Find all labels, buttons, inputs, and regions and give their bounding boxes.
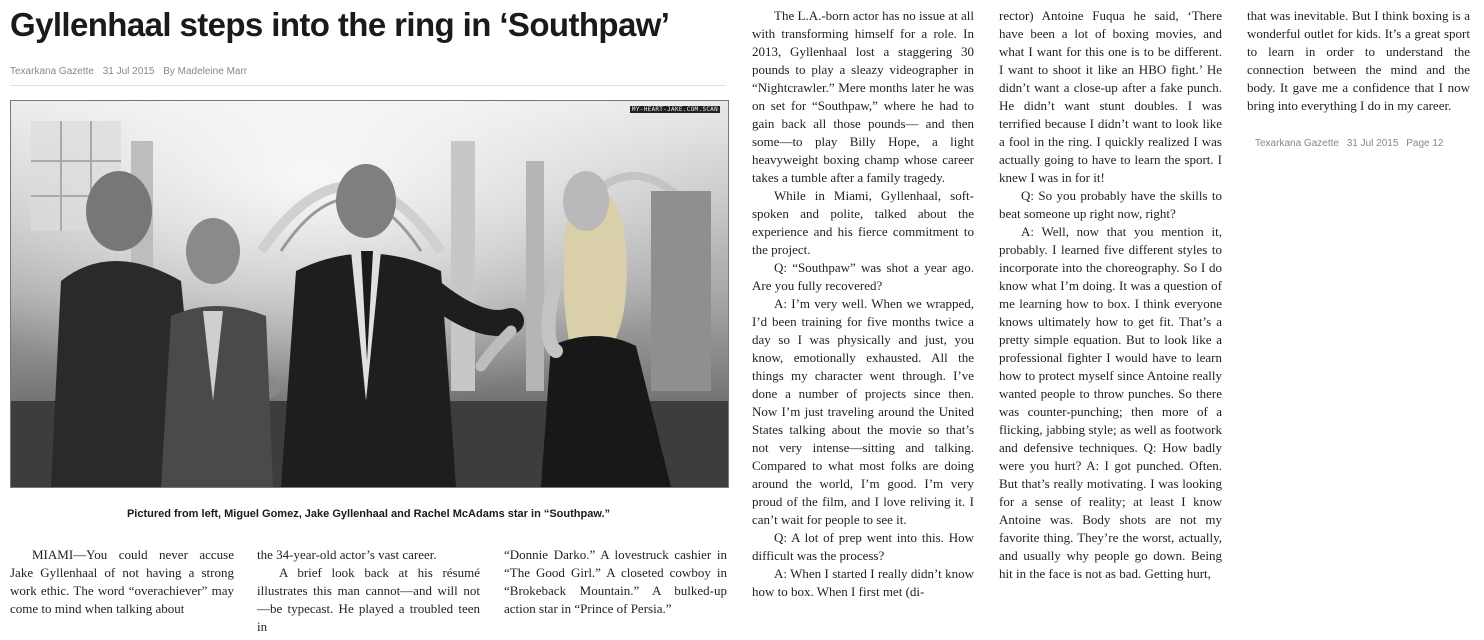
paragraph: MIAMI—You could never accuse Jake Gyllenhaal of not having a strong work ethic. The word “overachiever” may come to mind when talking about — [10, 547, 234, 616]
paragraph: Q: A lot of prep went into this. How difficult was the process? — [752, 530, 974, 563]
footer-date: 31 Jul 2015 — [1346, 138, 1399, 149]
byline — [10, 66, 726, 86]
paragraph: A: When I started I really didn’t know how to box. When I first met (di- — [752, 566, 974, 599]
paragraph: rector) Antoine Fuqua he said, ‘There have been a lot of boxing movies, and what I want for this one is to be different. I want to shoot it like an HBO fight.’ He didn’t want a close-up after a fake punch. He didn’t want stunt doubles. I was terrified because I didn’t want to look like a fool in the ring. I quickly realized I was actually going to have to learn the sport. I knew I was in for it! — [999, 8, 1222, 185]
photo-watermark: MY-HEART-JAKE.COM.SCAN — [631, 106, 718, 113]
paragraph: A brief look back at his résumé illustrates this man cannot—and will not—be typecast. He played a troubled teen in — [257, 565, 480, 634]
byline-author: By Madeleine Marr — [163, 66, 248, 77]
paragraph: the 34-year-old actor’s vast career. — [257, 547, 437, 562]
headline: Gyllenhaal steps into the ring in ‘Southpaw’ — [10, 6, 670, 43]
article-column-1 — [10, 546, 234, 640]
footer-page: Page 12 — [1406, 138, 1444, 149]
article-column-5 — [999, 7, 1222, 640]
article-column-3 — [504, 546, 727, 640]
paragraph: “Donnie Darko.” A lovestruck cashier in “The Good Girl.” A closeted cowboy in “Brokeback Mountain.” A bulked-up action star in “Prince of Persia.” — [504, 547, 727, 616]
paragraph: Q: “Southpaw” was shot a year ago. Are you fully recovered? — [752, 260, 974, 293]
paragraph: The L.A.-born actor has no issue at all with transforming himself for a role. In 2013, Gyllenhaal lost a staggering 30 pounds to play a sleazy videographer in “Nightcrawler.” Mere months later he was on set for “Southpaw,” where he had to gain back all those pounds— and then some—to play Billy Hope, a light heavyweight boxing champ whose career takes a tumble after a family tragedy. — [752, 8, 974, 185]
byline-date: 31 Jul 2015 — [102, 66, 155, 77]
photo-caption: Pictured from left, Miguel Gomez, Jake Gyllenhaal and Rachel McAdams star in “Southpaw.” — [126, 508, 611, 520]
paragraph: While in Miami, Gyllenhaal, soft-spoken and polite, talked about the experience and his fierce commitment to the project. — [752, 188, 974, 257]
article-photo — [10, 100, 729, 488]
byline-source: Texarkana Gazette — [10, 66, 94, 77]
paragraph: A: Well, now that you mention it, probably. I learned five different styles to incorporate into the choreography. So I do know what I’m doing. It was a question of me learning how to box. I think everyone knows ultimately how to get fit. That’s a pretty simple equation. But to look like a professional fighter I would have to learn how to protect myself since Antoine really wanted people to throw punches. So there was counter-punching; then more of a flicking, jabbing style; as well as footwork and defensive techniques. Q: How badly were you hurt? A: I got punched. Often. But that’s really motivating. I was looking for a sense of reality; at least I know Antoine was. Body shots are not my favorite thing. They’re the worst, actually, and usually why people go down. Being hit in the face is not as bad. Getting hurt, — [999, 224, 1222, 581]
photo-illustration — [11, 101, 728, 487]
article-column-6 — [1247, 7, 1470, 127]
paragraph: that was inevitable. But I think boxing is a wonderful outlet for kids. It’s a great sport to learn in order to understand the connection between the mind and the body. It gave me a confidence that I now bring into everything I do in my career. — [1247, 8, 1470, 113]
paragraph: Q: So you probably have the skills to beat someone up right now, right? — [999, 188, 1222, 221]
page-footer — [1255, 138, 1448, 149]
article-column-2 — [257, 546, 480, 640]
article-column-4 — [752, 7, 974, 640]
footer-source: Texarkana Gazette — [1255, 138, 1339, 149]
paragraph: A: I’m very well. When we wrapped, I’d been training for five months twice a day so I was physically and just, you know, emotionally exhausted. All the things my character went through. I’ve done a number of projects since then. Now I’m just traveling around the United States talking about the movie so that’s not very intense—sitting and talking. Compared to what most folks are doing around the world, I’m good. I’m very proud of the film, and I love reliving it. I can’t wait for people to see it. — [752, 296, 974, 527]
